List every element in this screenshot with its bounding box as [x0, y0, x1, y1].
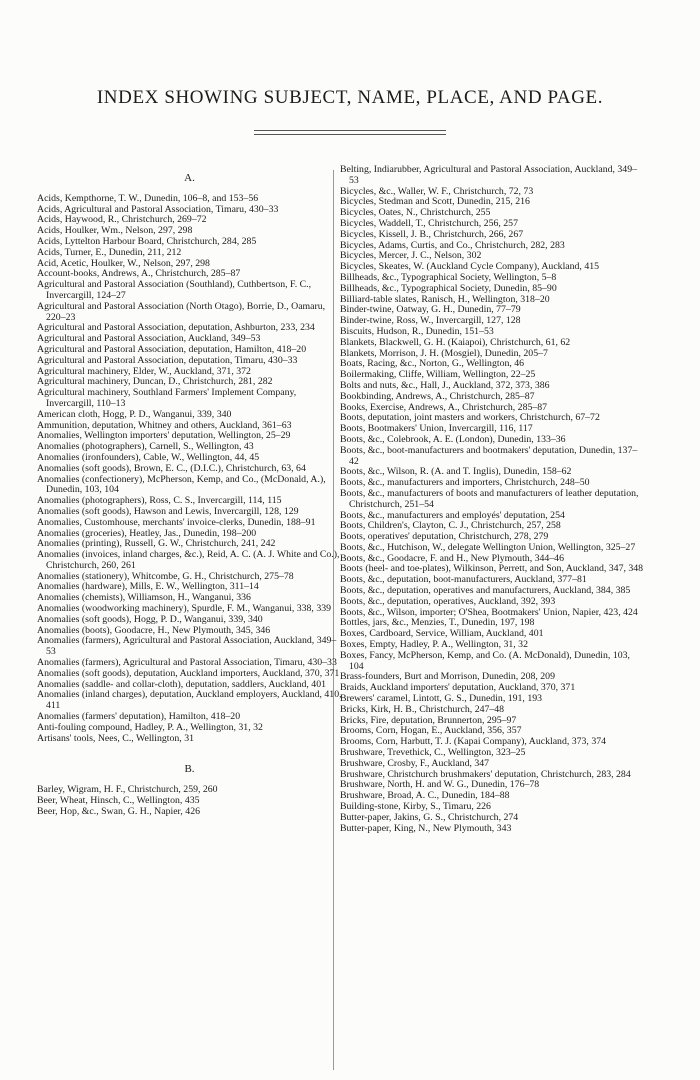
index-entry: Anomalies (soft goods), deputation, Auckland importers, Auckland, 370, 371	[37, 667, 340, 679]
entries-b	[37, 785, 342, 817]
index-entry: Brooms, Corn, Hogan, E., Auckland, 356, 357	[340, 725, 522, 737]
page-title: INDEX SHOWING SUBJECT, NAME, PLACE, AND PAGE.	[96, 87, 604, 108]
index-entry: Boxes, Fancy, McPherson, Kemp, and Co. (A. McDonald), Dunedin, 103, 104	[340, 649, 630, 672]
index-entry: Anomalies (farmers), Agricultural and Pastoral Association, Timaru, 430–33	[37, 657, 337, 669]
index-entry: Bicycles, Oates, N., Christchurch, 255	[340, 207, 491, 219]
index-entry: Bicycles, &c., Waller, W. F., Christchurch, 72, 73	[340, 185, 534, 197]
index-entry: Boots, &c., Wilson, importer; O'Shea, Bootmakers' Union, Napier, 423, 424	[340, 606, 638, 618]
index-entry: Boots, &c., manufacturers of boots and manufacturers of leather deputation, Christchurch, 251–54	[340, 487, 639, 510]
index-entry: Agricultural and Pastoral Association, deputation, Hamilton, 418–20	[37, 343, 307, 355]
index-entry: Brushware, Trevethick, C., Wellington, 323–25	[340, 747, 526, 759]
index-entry: American cloth, Hogg, P. D., Wanganui, 339, 340	[37, 408, 232, 420]
index-entry: Bicycles, Skeates, W. (Auckland Cycle Company), Auckland, 415	[340, 261, 600, 273]
entries-a	[37, 194, 342, 745]
index-entry: Boots, &c., deputation, operatives and manufacturers, Auckland, 384, 385	[340, 585, 631, 597]
index-entry: Boots, &c., manufacturers and importers, Christchurch, 248–50	[340, 477, 590, 489]
index-entry: Acids, Turner, E., Dunedin, 211, 212	[37, 246, 182, 258]
index-entry: Boots, &c., Colebrook, A. E. (London), Dunedin, 133–36	[340, 433, 566, 445]
index-entry: Billheads, &c., Typographical Society, Wellington, 5–8	[340, 271, 557, 283]
index-entry: Account-books, Andrews, A., Christchurch, 285–87	[37, 268, 241, 280]
entries-right	[340, 165, 645, 834]
index-entry: Acids, Agricultural and Pastoral Association, Timaru, 430–33	[37, 203, 279, 215]
index-entry: Brushware, Christchurch brushmakers' deputation, Christchurch, 283, 284	[340, 768, 631, 780]
index-entry: Boots, deputation, joint masters and workers, Christchurch, 67–72	[340, 412, 600, 424]
index-entry: Agricultural machinery, Southland Farmers' Implement Company, Invercargill, 110–13	[37, 387, 297, 409]
index-entry: Blankets, Morrison, J. H. (Mosgiel), Dunedin, 205–7	[340, 347, 548, 359]
index-entry: Anomalies (ironfounders), Cable, W., Wellington, 44, 45	[37, 451, 260, 463]
index-entry: Boots, Children's, Clayton, C. J., Christchurch, 257, 258	[340, 520, 561, 532]
index-entry: Boats, Racing, &c., Norton, G., Wellington, 46	[340, 358, 525, 370]
index-entry: Anomalies (inland charges), deputation, Auckland employers, Auckland, 410, 411	[37, 689, 342, 712]
index-entry: Acid, Acetic, Houlker, W., Nelson, 297, 298	[37, 257, 210, 269]
index-entry: Anomalies (printing), Russell, G. W., Christchurch, 241, 242	[37, 538, 276, 550]
section-letter-a: A.	[184, 172, 195, 184]
index-entry: Bicycles, Adams, Curtis, and Co., Christchurch, 282, 283	[340, 239, 565, 251]
index-entry: Anomalies (soft goods), Hawson and Lewis, Invercargill, 128, 129	[37, 505, 299, 517]
index-entry: Brushware, North, H. and W. G., Dunedin, 176–78	[340, 779, 540, 791]
index-entry: Anti-fouling compound, Hadley, P. A., Wellington, 31, 32	[37, 721, 263, 733]
index-entry: Butter-paper, King, N., New Plymouth, 343	[340, 822, 512, 834]
left-column	[37, 165, 342, 818]
index-entry: Anomalies (stationery), Whitcombe, G. H., Christchurch, 275–78	[37, 570, 294, 582]
index-entry: Anomalies (hardware), Mills, E. W., Wellington, 311–14	[37, 581, 259, 593]
title-rule-top	[254, 130, 446, 131]
index-entry: Boots, Bootmakers' Union, Invercargill, 116, 117	[340, 423, 533, 435]
index-entry: Bottles, jars, &c., Menzies, T., Dunedin, 197, 198	[340, 617, 535, 629]
index-entry: Acids, Kempthorne, T. W., Dunedin, 106–8, and 153–56	[37, 192, 259, 204]
index-entry: Anomalies (photographers), Carnell, S., Wellington, 43	[37, 441, 254, 453]
index-entry: Agricultural and Pastoral Association (Southland), Cuthbertson, F. C., Invercargill, 124–27	[37, 279, 312, 301]
index-entry: Binder-twine, Oatway, G. H., Dunedin, 77–79	[340, 304, 521, 316]
section-letter-b: B.	[184, 763, 195, 776]
index-entry: Beer, Wheat, Hinsch, C., Wellington, 435	[37, 795, 200, 807]
index-entry: Boilermaking, Cliffe, William, Wellington, 22–25	[340, 369, 536, 381]
index-entry: Boots, operatives' deputation, Christchurch, 278, 279	[340, 531, 549, 543]
index-entry: Binder-twine, Ross, W., Invercargill, 127, 128	[340, 315, 521, 327]
index-entry: Anomalies (soft goods), Brown, E. C., (D.I.C.), Christchurch, 63, 64	[37, 462, 306, 474]
index-entry: Anomalies (photographers), Ross, C. S., Invercargill, 114, 115	[37, 495, 282, 507]
index-entry: Brass-founders, Burt and Morrison, Dunedin, 208, 209	[340, 671, 555, 683]
index-entry: Billheads, &c., Typographical Society, Dunedin, 85–90	[340, 282, 557, 294]
index-entry: Bicycles, Stedman and Scott, Dunedin, 215, 216	[340, 196, 530, 208]
index-entry: Artisans' tools, Nees, C., Wellington, 31	[37, 732, 194, 744]
index-entry: Barley, Wigram, H. F., Christchurch, 259, 260	[37, 784, 218, 796]
index-entry: Bicycles, Waddell, T., Christchurch, 256, 257	[340, 217, 518, 229]
index-entry: Acids, Houlker, Wm., Nelson, 297, 298	[37, 225, 193, 237]
index-entry: Books, Exercise, Andrews, A., Christchurch, 285–87	[340, 401, 548, 413]
index-entry: Anomalies (farmers' deputation), Hamilton, 418–20	[37, 711, 241, 723]
index-entry: Anomalies (confectionery), McPherson, Kemp, and Co., (McDonald, A.), Dunedin, 103, 104	[37, 473, 326, 496]
index-entry: Biscuits, Hudson, R., Dunedin, 151–53	[340, 325, 494, 337]
index-entry: Butter-paper, Jakins, G. S., Christchurch, 274	[340, 811, 519, 823]
index-entry: Anomalies (woodworking machinery), Spurdle, F. M., Wanganui, 338, 339	[37, 603, 332, 615]
index-entry: Brushware, Crosby, F., Auckland, 347	[340, 757, 490, 769]
index-entry: Braids, Auckland importers' deputation, Auckland, 370, 371	[340, 682, 576, 694]
index-entry: Acids, Haywood, R., Christchurch, 269–72	[37, 214, 207, 226]
index-entry: Boots, &c., boot-manufacturers and bootmakers' deputation, Dunedin, 137–42	[340, 444, 638, 467]
index-entry: Brooms, Corn, Harbutt, T. J. (Kapai Company), Auckland, 373, 374	[340, 736, 607, 748]
index-entry: Brushware, Broad, A. C., Dunedin, 184–88	[340, 790, 510, 802]
right-column	[340, 165, 645, 834]
index-entry: Bookbinding, Andrews, A., Christchurch, 285–87	[340, 390, 535, 402]
index-entry: Anomalies, Customhouse, merchants' invoice-clerks, Dunedin, 188–91	[37, 516, 316, 528]
index-entry: Belting, Indiarubber, Agricultural and Pastoral Association, Auckland, 349–53	[340, 164, 637, 186]
index-entry: Boots, &c., deputation, operatives, Auckland, 392, 393	[340, 595, 556, 607]
index-entry: Anomalies (saddle- and collar-cloth), deputation, saddlers, Auckland, 401	[37, 678, 327, 690]
index-entry: Blankets, Blackwell, G. H. (Kaiapoi), Christchurch, 61, 62	[340, 336, 571, 348]
index-entry: Anomalies (invoices, inland charges, &c.), Reid, A. C. (A. J. White and Co.), Christchurch, 260, 261	[37, 549, 340, 571]
index-entry: Boots, &c., Goodacre, F. and H., New Plymouth, 344–46	[340, 552, 564, 564]
index-entry: Boots, &c., manufacturers and employés' deputation, 254	[340, 509, 565, 521]
index-entry: Bolts and nuts, &c., Hall, J., Auckland, 372, 373, 386	[340, 379, 550, 391]
index-entry: Billiard-table slates, Ranisch, H., Wellington, 318–20	[340, 293, 550, 305]
index-entry: Agricultural and Pastoral Association, deputation, Timaru, 430–33	[37, 354, 298, 366]
index-entry: Boots, &c., Hutchison, W., delegate Wellington Union, Wellington, 325–27	[340, 541, 636, 553]
index-entry: Boots (heel- and toe-plates), Wilkinson, Perrett, and Son, Auckland, 347, 348	[340, 563, 644, 575]
index-entry: Agricultural and Pastoral Association, Auckland, 349–53	[37, 333, 261, 345]
index-entry: Bricks, Fire, deputation, Brunnerton, 295–97	[340, 714, 517, 726]
index-entry: Acids, Lyttelton Harbour Board, Christchurch, 284, 285	[37, 235, 257, 247]
index-entry: Agricultural and Pastoral Association, deputation, Ashburton, 233, 234	[37, 322, 315, 334]
index-entry: Building-stone, Kirby, S., Timaru, 226	[340, 801, 491, 813]
index-entry: Agricultural machinery, Duncan, D., Christchurch, 281, 282	[37, 376, 273, 388]
index-entry: Anomalies (boots), Goodacre, H., New Plymouth, 345, 346	[37, 624, 271, 636]
index-entry: Agricultural machinery, Elder, W., Auckland, 371, 372	[37, 365, 251, 377]
index-entry: Bicycles, Kissell, J. B., Christchurch, 266, 267	[340, 228, 524, 240]
index-entry: Anomalies (groceries), Heatley, Jas., Dunedin, 198–200	[37, 527, 257, 539]
index-entry: Anomalies (soft goods), Hogg, P. D., Wanganui, 339, 340	[37, 613, 263, 625]
index-entry: Brewers' caramel, Lintott, G. S., Dunedin, 191, 193	[340, 693, 543, 705]
index-entry: Bicycles, Mercer, J. C., Nelson, 302	[340, 250, 482, 262]
index-entry: Boxes, Cardboard, Service, William, Auckland, 401	[340, 628, 544, 640]
index-entry: Ammunition, deputation, Whitney and others, Auckland, 361–63	[37, 419, 292, 431]
index-entry: Beer, Hop, &c., Swan, G. H., Napier, 426	[37, 805, 201, 817]
index-entry: Bricks, Kirk, H. B., Christchurch, 247–48	[340, 703, 505, 715]
index-entry: Anomalies (chemists), Williamson, H., Wanganui, 336	[37, 592, 251, 604]
title-rule-bottom	[254, 134, 446, 135]
index-entry: Anomalies (farmers), Agricultural and Pastoral Association, Auckland, 349–53	[37, 635, 337, 658]
index-entry: Anomalies, Wellington importers' deputation, Wellington, 25–29	[37, 430, 291, 442]
index-entry: Boxes, Empty, Hadley, P. A., Wellington, 31, 32	[340, 639, 528, 651]
index-entry: Boots, &c., Wilson, R. (A. and T. Inglis), Dunedin, 158–62	[340, 466, 572, 478]
index-entry: Boots, &c., deputation, boot-manufacturers, Auckland, 377–81	[340, 574, 587, 586]
index-entry: Agricultural and Pastoral Association (North Otago), Borrie, D., Oamaru, 220–23	[37, 300, 326, 323]
